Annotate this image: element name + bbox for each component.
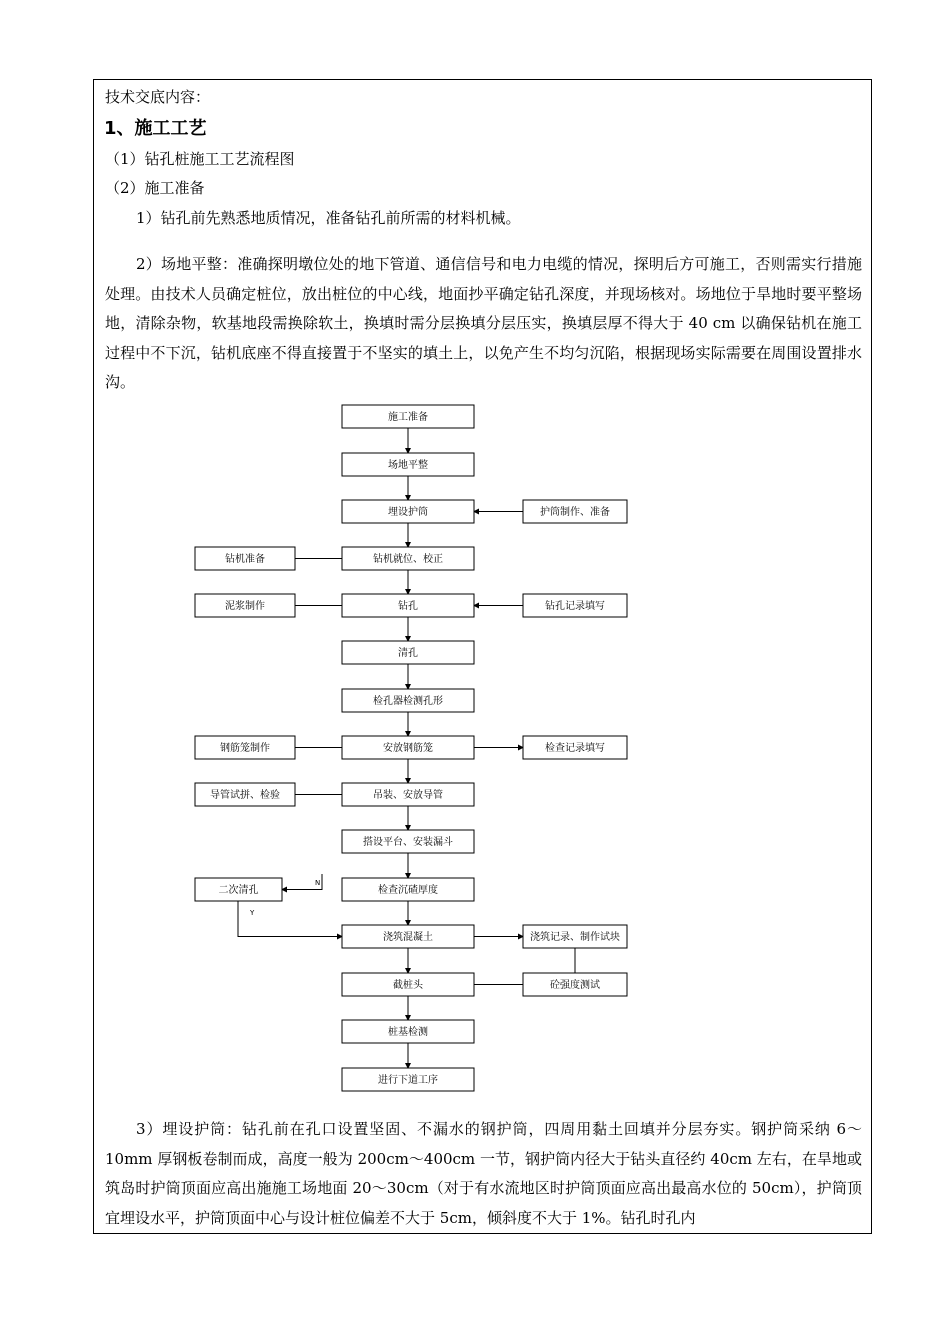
flow-step-4 bbox=[342, 547, 474, 570]
flow-side-pipe-test-label: 导管试拼、检验 bbox=[210, 790, 280, 801]
flow-step-6-label: 清孔 bbox=[398, 648, 418, 659]
flow-side-drilling-record bbox=[523, 594, 627, 617]
flow-step-2 bbox=[342, 453, 474, 476]
flow-side-strength-test-label: 砼强度测试 bbox=[550, 980, 600, 991]
flow-step-13 bbox=[342, 973, 474, 996]
flow-step-11-label: 检查沉碴厚度 bbox=[378, 885, 438, 896]
flow-side-inspection-record-label: 检查记录填写 bbox=[545, 743, 605, 754]
flow-branch-no-label: N bbox=[315, 879, 321, 887]
flow-step-5 bbox=[342, 594, 474, 617]
flow-step-6 bbox=[342, 641, 474, 664]
flow-step-7 bbox=[342, 689, 474, 712]
flow-step-5-label: 钻孔 bbox=[398, 601, 418, 612]
flow-step-12 bbox=[342, 925, 474, 948]
flow-step-10-label: 搭设平台、安装漏斗 bbox=[363, 837, 453, 848]
paragraph-site-leveling: 2）场地平整：准确探明墩位处的地下管道、通信信号和电力电缆的情况，探明后方可施工，否则需实行措施处理。由技术人员确定桩位，放出桩位的中心线，地面抄平确定钻孔深度，并现场核对。场地位于旱地时要平整场地，清除杂物，软基地段需换除软土，换填时需分层换填分层压实，换填层厚不得大于 40 cm 以确保钻机在施工过程中不下沉，钻机底座不得直接置于不坚实的填土上，以免产生不均匀沉陷，根据现场实际需要在周围设置排水沟。 bbox=[105, 255, 862, 391]
flow-side-rig-prep bbox=[195, 547, 295, 570]
flow-step-2-label: 场地平整 bbox=[388, 460, 428, 471]
flow-side-strength-test bbox=[523, 973, 627, 996]
section-label: 技术交底内容： bbox=[105, 88, 211, 106]
flow-step-15 bbox=[342, 1068, 474, 1091]
flow-step-12-label: 浇筑混凝土 bbox=[383, 932, 433, 943]
flow-step-1-label: 施工准备 bbox=[388, 412, 428, 423]
flow-step-9 bbox=[342, 783, 474, 806]
flow-side-pour-record bbox=[523, 925, 627, 948]
flow-side-second-cleaning bbox=[195, 878, 282, 901]
subheading-flowchart: （1）钻孔桩施工工艺流程图 bbox=[105, 150, 295, 168]
flow-step-15-label: 进行下道工序 bbox=[378, 1075, 438, 1086]
flow-step-13-label: 截桩头 bbox=[393, 980, 423, 991]
subheading-preparation: （2）施工准备 bbox=[105, 179, 205, 197]
flow-step-11 bbox=[342, 878, 474, 901]
flow-side-mud-making bbox=[195, 594, 295, 617]
flow-side-rig-prep-label: 钻机准备 bbox=[225, 554, 265, 565]
paragraph-casing: 3）埋设护筒：钻孔前在孔口设置坚固、不漏水的钢护筒，四周用黏土回填并分层夯实。钢护筒采纳 6～10mm 厚钢板卷制而成，高度一般为 200cm～400cm 一节，钢护筒内径大于钻头直径约 40cm 左右，在旱地或筑岛时护筒顶面应高出施施工场地面 20～30cm（对于有水流地区时护筒顶面应高出最高水位的 50cm），护筒顶宜埋设水平，护筒顶面中心与设计桩位偏差不大于 5cm，倾斜度不大于 1%。钻孔时孔内 bbox=[105, 1120, 862, 1227]
flow-step-8 bbox=[342, 736, 474, 759]
flow-side-cage-making bbox=[195, 736, 295, 759]
flow-step-3 bbox=[342, 500, 474, 523]
flow-step-4-label: 钻机就位、校正 bbox=[373, 554, 443, 565]
flow-step-9-label: 吊装、安放导管 bbox=[373, 790, 443, 801]
flow-side-pipe-test bbox=[195, 783, 295, 806]
flow-side-casing-making-label: 护筒制作、准备 bbox=[540, 507, 610, 518]
flow-step-10 bbox=[342, 830, 474, 853]
flow-branch-yes-label: Y bbox=[250, 909, 255, 917]
flow-side-cage-making-label: 钢筋笼制作 bbox=[220, 743, 270, 754]
paragraph-materials: 1）钻孔前先熟悉地质情况，准备钻孔前所需的材料机械。 bbox=[136, 209, 521, 227]
flow-side-drilling-record-label: 钻孔记录填写 bbox=[545, 601, 605, 612]
flow-step-14 bbox=[342, 1020, 474, 1043]
flow-side-pour-record-label: 浇筑记录、制作试块 bbox=[530, 932, 620, 943]
flow-step-14-label: 桩基检测 bbox=[388, 1027, 428, 1038]
flow-branch-yes bbox=[238, 901, 342, 937]
flow-side-casing-making bbox=[523, 500, 627, 523]
flow-side-mud-making-label: 泥浆制作 bbox=[225, 601, 265, 612]
section-heading: 1、施工工艺 bbox=[104, 118, 207, 139]
flow-step-3-label: 埋设护筒 bbox=[388, 507, 428, 518]
flow-step-8-label: 安放钢筋笼 bbox=[383, 743, 433, 754]
flow-step-1 bbox=[342, 405, 474, 428]
flow-side-second-cleaning-label: 二次清孔 bbox=[218, 885, 259, 896]
flow-step-7-label: 检孔器检测孔形 bbox=[373, 696, 443, 707]
flow-side-inspection-record bbox=[523, 736, 627, 759]
